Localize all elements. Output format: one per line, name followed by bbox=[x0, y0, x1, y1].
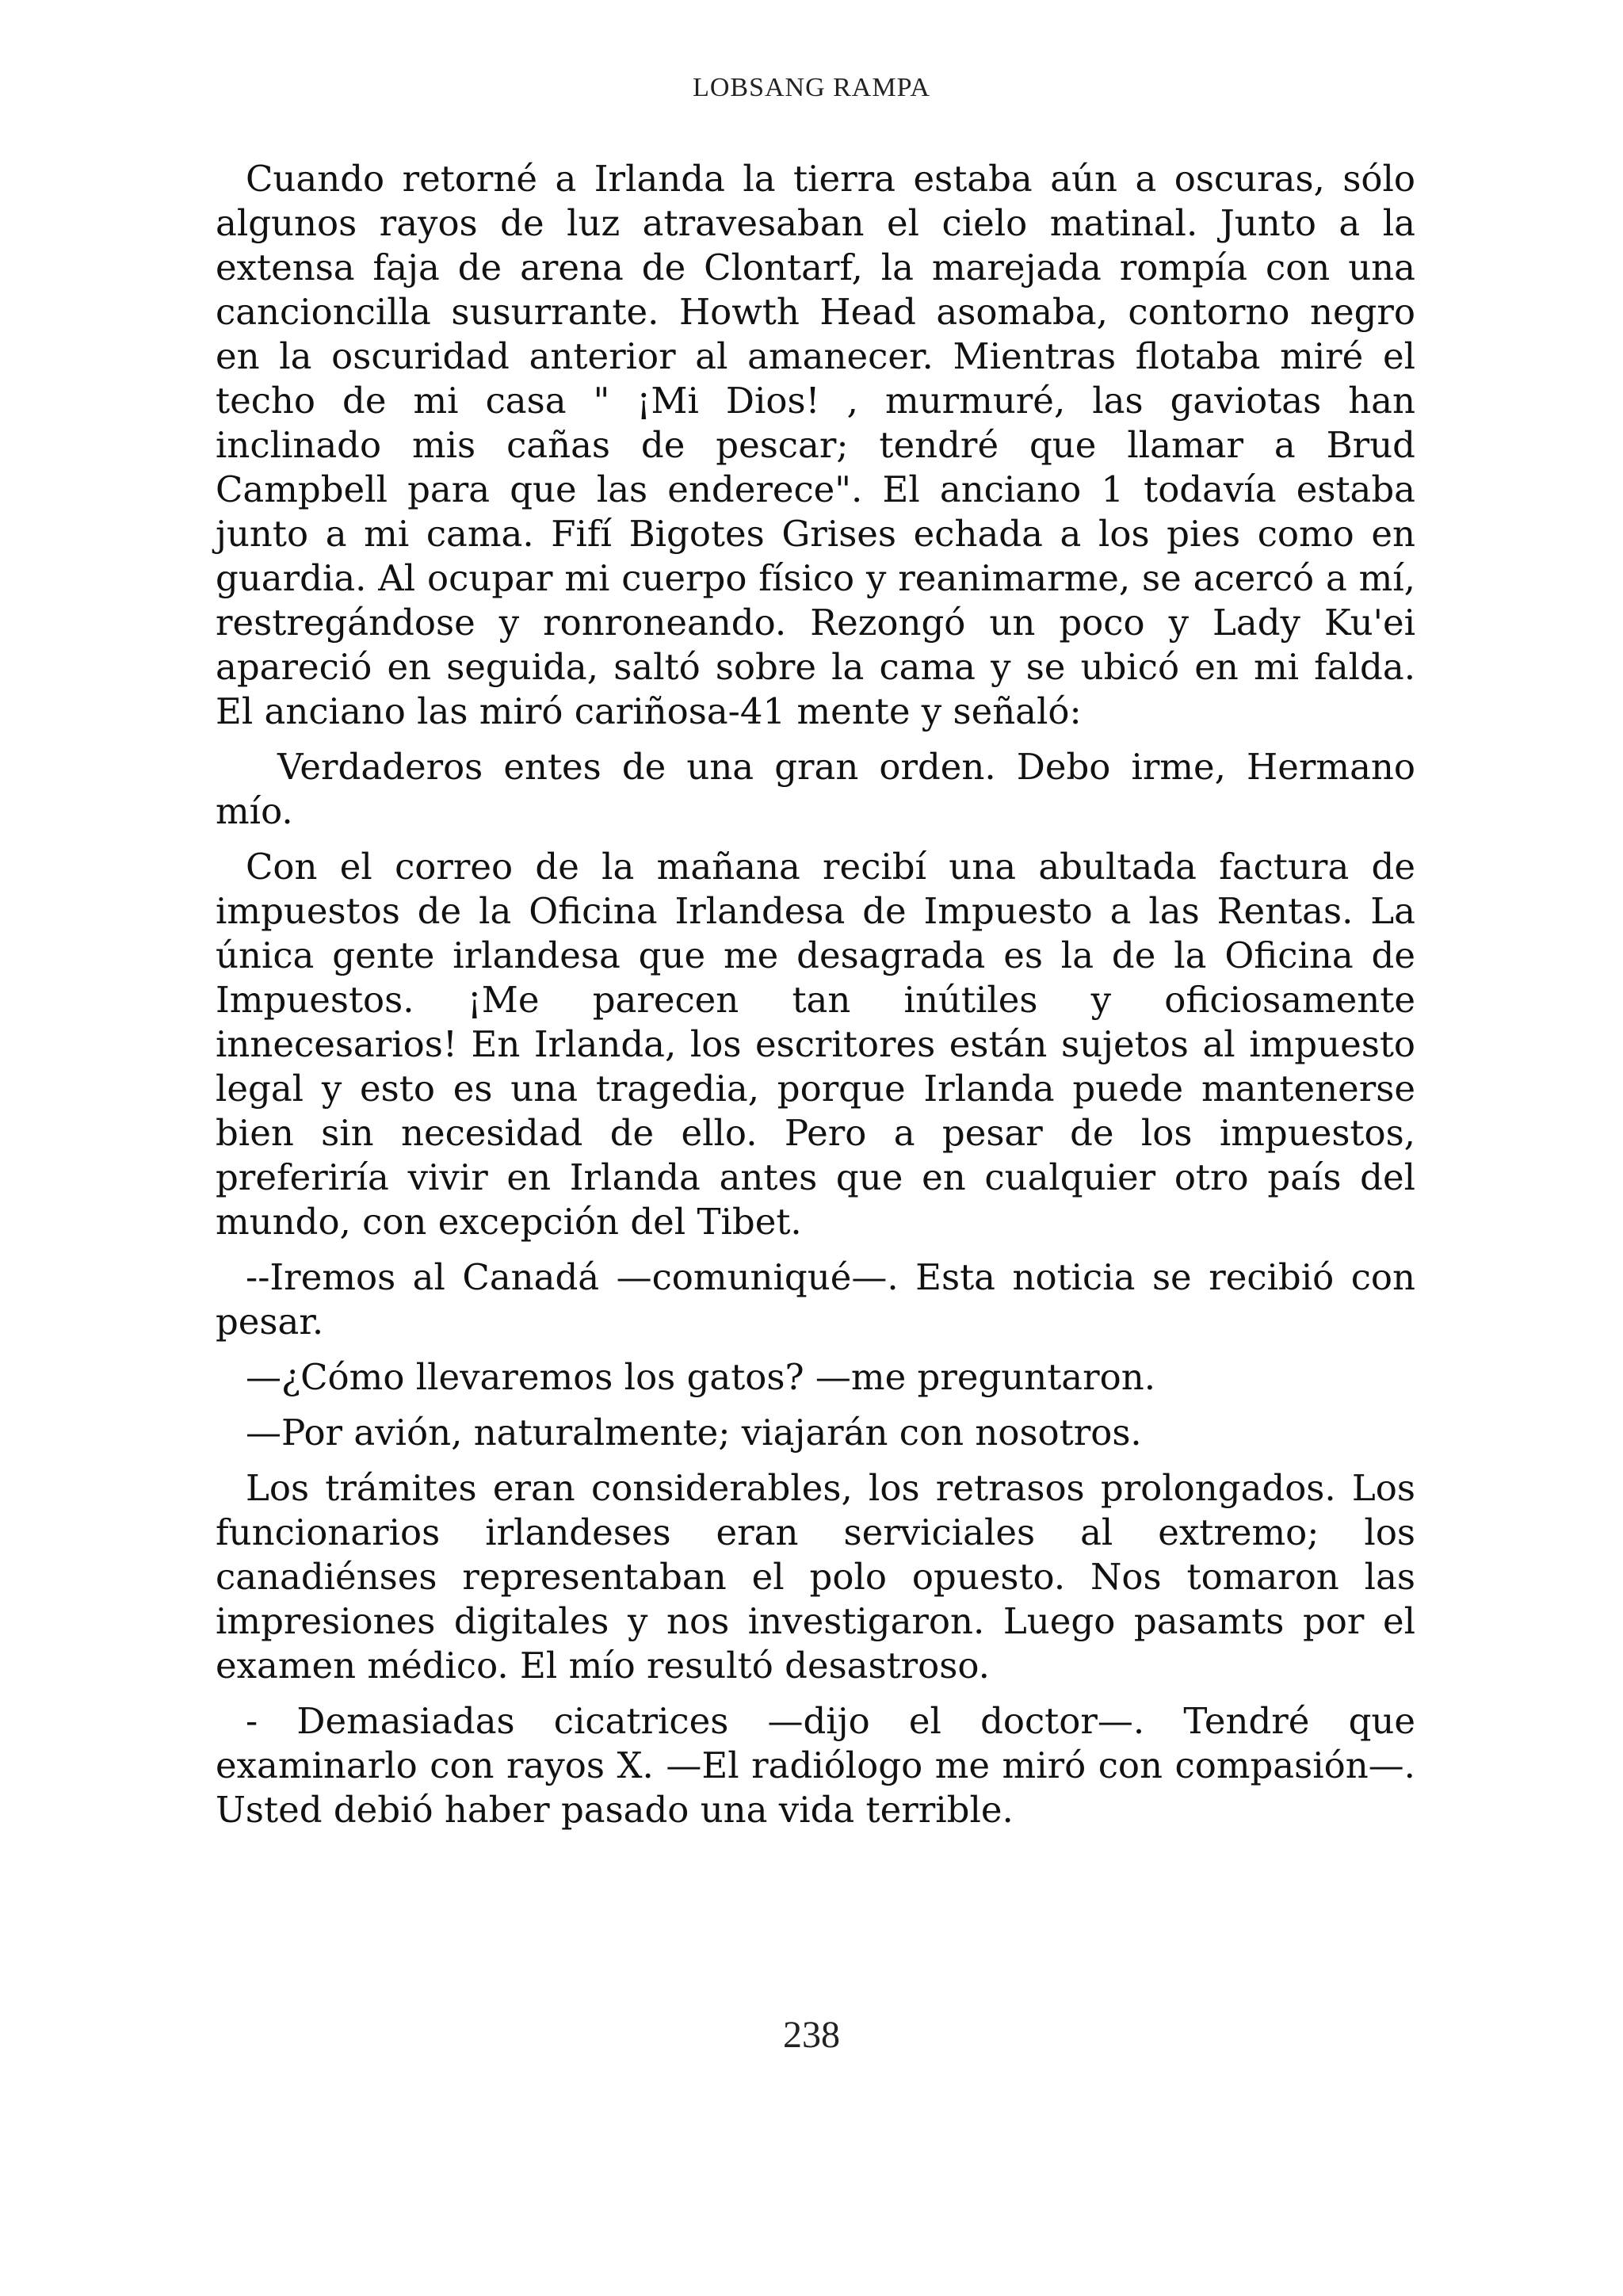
paragraph-8: - Demasiadas cicatrices —dijo el doctor—. Tendré que examinarlo con rayos X. —El radiólogo me miró con compasión—. Usted debió haber pasado una vida terrible. bbox=[216, 1700, 1415, 1831]
paragraph-1: Cuando retorné a Irlanda la tierra estaba aún a oscuras, sólo algunos rayos de luz atravesaban el cielo matinal. Junto a la extensa faja de arena de Clontarf, la marejada rompía con una cancioncilla susurrante. Howth Head asomaba, contorno negro en la oscuridad anterior al amanecer. Mientras flotaba miré el techo de mi casa " ¡Mi Dios! , murmuré, las gaviotas han inclinado mis cañas de pescar; tendré que llamar a Brud Campbell para que las enderece". El anciano 1 todavía estaba junto a mi cama. Fifí Bigotes Grises echada a los pies como en guardia. Al ocupar mi cuerpo físico y reanimarme, se acercó a mí, restregándose y ronroneando. Rezongó un poco y Lady Ku'ei apareció en seguida, saltó sobre la cama y se ubicó en mi falda. El anciano las miró cariñosa-41 mente y señaló: bbox=[216, 158, 1415, 732]
page-number: 238 bbox=[783, 2014, 840, 2056]
paragraph-6: —Por avión, naturalmente; viajarán con nosotros. bbox=[246, 1412, 1142, 1454]
paragraph-4: --Iremos al Canadá —comuniqué—. Esta noticia se recibió con pesar. bbox=[216, 1256, 1415, 1343]
paragraph-5: —¿Cómo llevaremos los gatos? —me preguntaron. bbox=[246, 1356, 1156, 1398]
paragraph-2: Verdaderos entes de una gran orden. Debo irme, Hermano mío. bbox=[216, 746, 1415, 832]
paragraph-7: Los trámites eran considerables, los retrasos prolongados. Los funcionarios irlandeses eran serviciales al extremo; los canadiénses representaban el polo opuesto. Nos tomaron las impresiones digitales y nos investigaron. Luego pasamts por el examen médico. El mío resultó desastroso. bbox=[216, 1467, 1415, 1687]
running-header: LOBSANG RAMPA bbox=[693, 73, 930, 102]
paragraph-3: Con el correo de la mañana recibí una abultada factura de impuestos de la Oficina Irlandesa de Impuesto a las Rentas. La única gente irlandesa que me desagrada es la de la Oficina de Impuestos. ¡Me parecen tan inútiles y oficiosamente innecesarios! En Irlanda, los escritores están sujetos al impuesto legal y esto es una tragedia, porque Irlanda puede mantenerse bien sin necesidad de ello. Pero a pesar de los impuestos, preferiría vivir en Irlanda antes que en cualquier otro país del mundo, con excepción del Tibet. bbox=[216, 846, 1415, 1243]
body-text bbox=[216, 157, 1415, 1843]
